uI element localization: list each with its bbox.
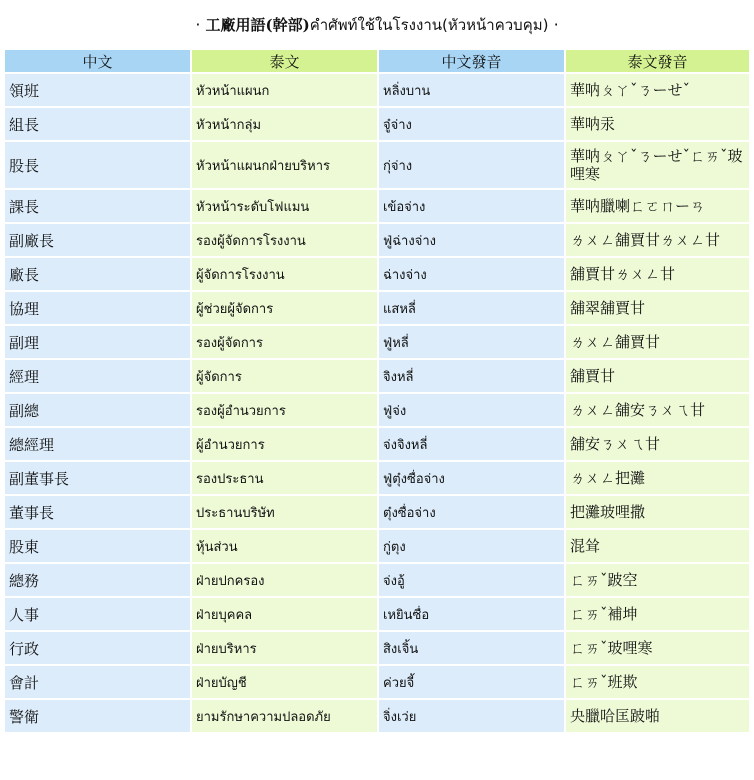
cell-thai-pronunciation: ㄈㄞˇ跛空 (566, 564, 749, 596)
table-row (5, 108, 749, 140)
cell-thai: รองประธาน (192, 462, 377, 494)
cell-chinese: 總經理 (5, 428, 190, 460)
cell-thai: รองผู้จัดการ (192, 326, 377, 358)
cell-thai-pronunciation: 華呐汞 (566, 108, 749, 140)
cell-thai: หุ้นส่วน (192, 530, 377, 562)
table-row (5, 428, 749, 460)
cell-thai: ฝ่ายบัญชี (192, 666, 377, 698)
cell-thai-pronunciation: 舖翠舖賈甘 (566, 292, 749, 324)
header-thai-pronunciation: 泰文發音 (566, 50, 749, 72)
cell-thai-pronunciation: ㄌㄨㄥ舖賈甘ㄌㄨㄥ甘 (566, 224, 749, 256)
cell-chinese: 副董事長 (5, 462, 190, 494)
cell-chinese: 股東 (5, 530, 190, 562)
cell-chinese-pronunciation: แสหลี่ (379, 292, 564, 324)
cell-thai-pronunciation: ㄈㄞˇ班欺 (566, 666, 749, 698)
cell-chinese-pronunciation: ฟู่ฉ่างจ่าง (379, 224, 564, 256)
cell-chinese: 課長 (5, 190, 190, 222)
cell-chinese-pronunciation: ฟู่หลี่ (379, 326, 564, 358)
cell-chinese-pronunciation: กู่ตุง (379, 530, 564, 562)
cell-thai: ยามรักษาความปลอดภัย (192, 700, 377, 732)
table-row (5, 632, 749, 664)
cell-chinese: 副廠長 (5, 224, 190, 256)
cell-thai: ผู้จัดการ (192, 360, 377, 392)
cell-thai-pronunciation: ㄈㄞˇ玻哩寒 (566, 632, 749, 664)
cell-thai: ฝ่ายบุคคล (192, 598, 377, 630)
cell-thai-pronunciation: 舖賈甘 (566, 360, 749, 392)
table-row (5, 258, 749, 290)
table-row (5, 700, 749, 732)
cell-thai-pronunciation: ㄌㄨㄥ把灘 (566, 462, 749, 494)
cell-thai: ผู้จัดการโรงงาน (192, 258, 377, 290)
cell-thai-pronunciation: 舖賈甘ㄌㄨㄥ甘 (566, 258, 749, 290)
cell-thai-pronunciation: 華呐臘喇ㄈㄛㄇーㄢ (566, 190, 749, 222)
page-title (0, 0, 754, 44)
cell-chinese-pronunciation: จ่งอู้ (379, 564, 564, 596)
table-row (5, 142, 749, 188)
cell-thai-pronunciation: ㄌㄨㄥ舖安ㄋㄨㄟ甘 (566, 394, 749, 426)
header-thai: 泰文 (192, 50, 377, 72)
cell-chinese: 廠長 (5, 258, 190, 290)
cell-thai: หัวหน้ากลุ่ม (192, 108, 377, 140)
cell-thai: ฝ่ายปกครอง (192, 564, 377, 596)
cell-chinese: 領班 (5, 74, 190, 106)
cell-thai: ประธานบริษัท (192, 496, 377, 528)
title-chinese: 工廠用語(幹部) (205, 16, 310, 34)
table-row (5, 666, 749, 698)
table-row (5, 496, 749, 528)
cell-chinese-pronunciation: สิงเจิ้น (379, 632, 564, 664)
title-thai: คำศัพท์ใช้ในโรงงาน(หัวหน้าควบคุม) (309, 16, 549, 34)
cell-chinese-pronunciation: จ่งจิงหลี่ (379, 428, 564, 460)
cell-chinese: 經理 (5, 360, 190, 392)
cell-chinese-pronunciation: ค่วยจี้ (379, 666, 564, 698)
cell-thai-pronunciation: 混耸 (566, 530, 749, 562)
table-row (5, 74, 749, 106)
cell-chinese: 股長 (5, 142, 190, 188)
table-row (5, 326, 749, 358)
cell-thai-pronunciation: 華呐ㄆㄚˇㄋーせˇㄈㄞˇ玻哩寒 (566, 142, 749, 188)
cell-chinese: 警衛 (5, 700, 190, 732)
cell-chinese: 行政 (5, 632, 190, 664)
table-row (5, 530, 749, 562)
table-header-row (5, 50, 749, 72)
cell-chinese-pronunciation: ฟู่ตุ๋งซื่อจ่าง (379, 462, 564, 494)
cell-thai-pronunciation: 把灘玻哩撒 (566, 496, 749, 528)
cell-chinese-pronunciation: กุ่จ่าง (379, 142, 564, 188)
cell-thai-pronunciation: 華呐ㄆㄚˇㄋーせˇ (566, 74, 749, 106)
cell-thai: รองผู้จัดการโรงงาน (192, 224, 377, 256)
cell-chinese-pronunciation: หลิ่งบาน (379, 74, 564, 106)
cell-thai-pronunciation: 央臘哈匡跛啪 (566, 700, 749, 732)
cell-chinese-pronunciation: ฉ่างจ่าง (379, 258, 564, 290)
cell-chinese: 人事 (5, 598, 190, 630)
vocabulary-table (3, 48, 751, 734)
cell-chinese-pronunciation: จู๋จ่าง (379, 108, 564, 140)
cell-chinese-pronunciation: จิงหลี่ (379, 360, 564, 392)
cell-thai-pronunciation: ㄈㄞˇ補坤 (566, 598, 749, 630)
table-row (5, 292, 749, 324)
table-row (5, 394, 749, 426)
cell-thai: หัวหน้าระดับโฟแมน (192, 190, 377, 222)
cell-chinese-pronunciation: ฟู่จ่ง (379, 394, 564, 426)
cell-thai: ฝ่ายบริหาร (192, 632, 377, 664)
cell-chinese: 董事長 (5, 496, 190, 528)
cell-chinese-pronunciation: ตุ๋งซื่อจ่าง (379, 496, 564, 528)
cell-chinese-pronunciation: เข้อจ่าง (379, 190, 564, 222)
table-row (5, 190, 749, 222)
header-chinese: 中文 (5, 50, 190, 72)
title-suffix: · (548, 15, 559, 34)
cell-thai: หัวหน้าแผนก (192, 74, 377, 106)
cell-chinese: 總務 (5, 564, 190, 596)
cell-chinese-pronunciation: จิ่งเว่ย (379, 700, 564, 732)
cell-chinese: 協理 (5, 292, 190, 324)
cell-thai-pronunciation: 舖安ㄋㄨㄟ甘 (566, 428, 749, 460)
table-row (5, 462, 749, 494)
cell-thai: หัวหน้าแผนกฝ่ายบริหาร (192, 142, 377, 188)
cell-chinese-pronunciation: เหยินซื่อ (379, 598, 564, 630)
table-row (5, 360, 749, 392)
cell-thai: ผู้อำนวยการ (192, 428, 377, 460)
header-chinese-pronunciation: 中文發音 (379, 50, 564, 72)
cell-thai: รองผู้อำนวยการ (192, 394, 377, 426)
cell-chinese: 會計 (5, 666, 190, 698)
title-prefix: · (195, 15, 206, 34)
cell-thai-pronunciation: ㄌㄨㄥ舖賈甘 (566, 326, 749, 358)
cell-chinese: 副總 (5, 394, 190, 426)
table-row (5, 564, 749, 596)
cell-chinese: 組長 (5, 108, 190, 140)
cell-chinese: 副理 (5, 326, 190, 358)
table-row (5, 598, 749, 630)
cell-thai: ผู้ช่วยผู้จัดการ (192, 292, 377, 324)
table-row (5, 224, 749, 256)
